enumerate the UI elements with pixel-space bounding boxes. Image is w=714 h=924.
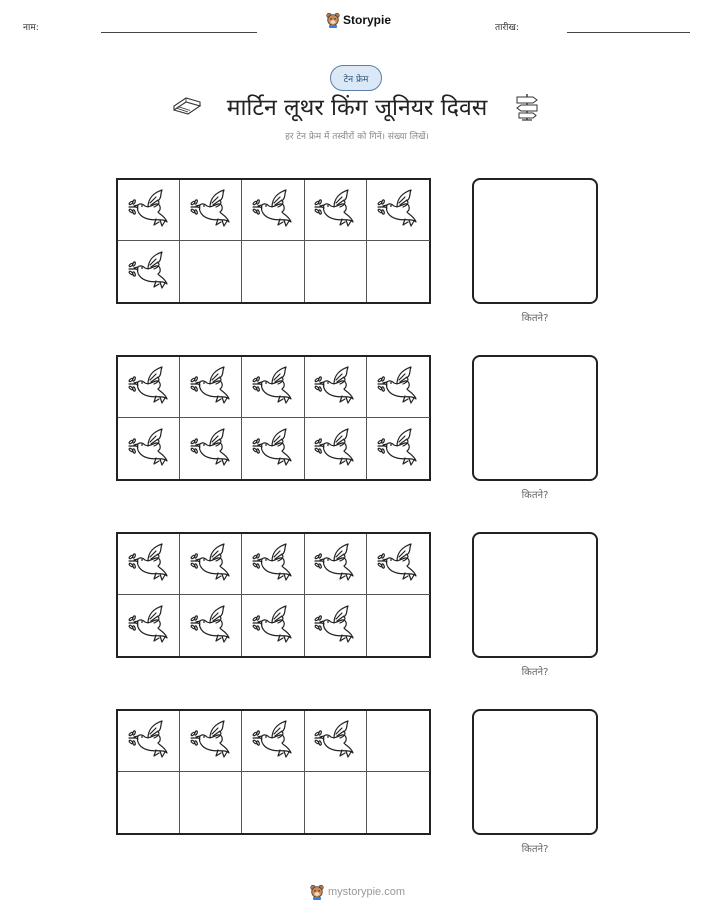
dove-icon xyxy=(375,426,421,472)
frame-cell xyxy=(305,180,367,241)
answer-label: कितने? xyxy=(521,313,549,324)
frame-cell xyxy=(305,418,367,479)
answer-label: कितने? xyxy=(521,844,549,855)
frame-cell xyxy=(367,595,430,656)
page-title: मार्टिन लूथर किंग जूनियर दिवस xyxy=(226,95,488,121)
frame-cell xyxy=(305,241,367,302)
dove-icon xyxy=(188,541,234,587)
frame-cell xyxy=(180,357,242,418)
instructions: हर टेन फ्रेम में तस्वीरों को गिनें। संख्या लिखें। xyxy=(285,132,429,142)
frame-cell xyxy=(180,418,242,479)
name-label: नाम: xyxy=(23,23,39,33)
dove-icon xyxy=(126,718,172,764)
frame-cell xyxy=(180,241,242,302)
answer-box[interactable] xyxy=(472,178,598,304)
dove-icon xyxy=(312,541,358,587)
frame-cell xyxy=(180,534,242,595)
dove-icon xyxy=(375,541,421,587)
answer-box[interactable] xyxy=(472,355,598,481)
dove-icon xyxy=(312,718,358,764)
frame-cell xyxy=(118,357,180,418)
frame-cell xyxy=(367,534,430,595)
name-line[interactable] xyxy=(101,32,257,33)
brand-name: Storypie xyxy=(343,13,392,27)
frame-cell xyxy=(305,711,367,772)
dove-icon xyxy=(126,249,172,295)
frame-cell xyxy=(118,241,180,302)
frame-cell xyxy=(242,772,304,833)
dove-icon xyxy=(126,364,172,410)
dove-icon xyxy=(250,718,296,764)
dove-icon xyxy=(126,426,172,472)
dove-icon xyxy=(188,187,234,233)
dove-icon xyxy=(375,364,421,410)
dove-icon xyxy=(312,187,358,233)
answer-label: कितने? xyxy=(521,667,549,678)
ten-frame xyxy=(116,532,431,658)
dove-icon xyxy=(188,603,234,649)
topic-badge: टेन फ्रेम xyxy=(330,65,382,91)
frame-cell xyxy=(180,711,242,772)
brand-logo xyxy=(326,12,391,28)
frame-cell xyxy=(367,772,430,833)
frame-cell xyxy=(305,595,367,656)
frame-cell xyxy=(242,595,304,656)
answer-box[interactable] xyxy=(472,709,598,835)
dove-icon xyxy=(188,364,234,410)
frame-cell xyxy=(305,772,367,833)
ten-frame xyxy=(116,709,431,835)
dove-icon xyxy=(126,541,172,587)
frame-cell xyxy=(367,418,430,479)
frame-cell xyxy=(242,357,304,418)
frame-cell xyxy=(242,180,304,241)
dove-icon xyxy=(126,187,172,233)
dove-icon xyxy=(188,426,234,472)
date-line[interactable] xyxy=(567,32,690,33)
frame-cell xyxy=(118,595,180,656)
dove-icon xyxy=(312,364,358,410)
ten-frame xyxy=(116,355,431,481)
date-label: तारीख: xyxy=(495,23,519,33)
dove-icon xyxy=(250,364,296,410)
frame-cell xyxy=(242,534,304,595)
bear-logo-icon xyxy=(310,884,324,900)
frame-cell xyxy=(118,772,180,833)
frame-cell xyxy=(118,711,180,772)
frame-cell xyxy=(367,711,430,772)
dove-icon xyxy=(250,426,296,472)
dove-icon xyxy=(126,603,172,649)
signpost-icon xyxy=(513,92,541,122)
frame-cell xyxy=(180,180,242,241)
frame-cell xyxy=(118,418,180,479)
footer-url: mystorypie.com xyxy=(328,886,406,898)
dove-icon xyxy=(250,187,296,233)
frame-cell xyxy=(118,180,180,241)
frame-cell xyxy=(367,180,430,241)
frame-cell xyxy=(180,772,242,833)
dove-icon xyxy=(312,426,358,472)
frame-cell xyxy=(367,357,430,418)
bear-logo-icon xyxy=(326,12,340,28)
frame-cell xyxy=(305,357,367,418)
frame-cell xyxy=(242,711,304,772)
dove-icon xyxy=(188,718,234,764)
dove-icon xyxy=(250,541,296,587)
dove-icon xyxy=(250,603,296,649)
frame-cell xyxy=(367,241,430,302)
dove-icon xyxy=(375,187,421,233)
answer-label: कितने? xyxy=(521,490,549,501)
frame-cell xyxy=(118,534,180,595)
frame-cell xyxy=(242,241,304,302)
answer-box[interactable] xyxy=(472,532,598,658)
footer xyxy=(310,884,405,900)
dove-icon xyxy=(312,603,358,649)
frame-cell xyxy=(305,534,367,595)
ten-frame xyxy=(116,178,431,304)
frame-cell xyxy=(242,418,304,479)
frame-cell xyxy=(180,595,242,656)
